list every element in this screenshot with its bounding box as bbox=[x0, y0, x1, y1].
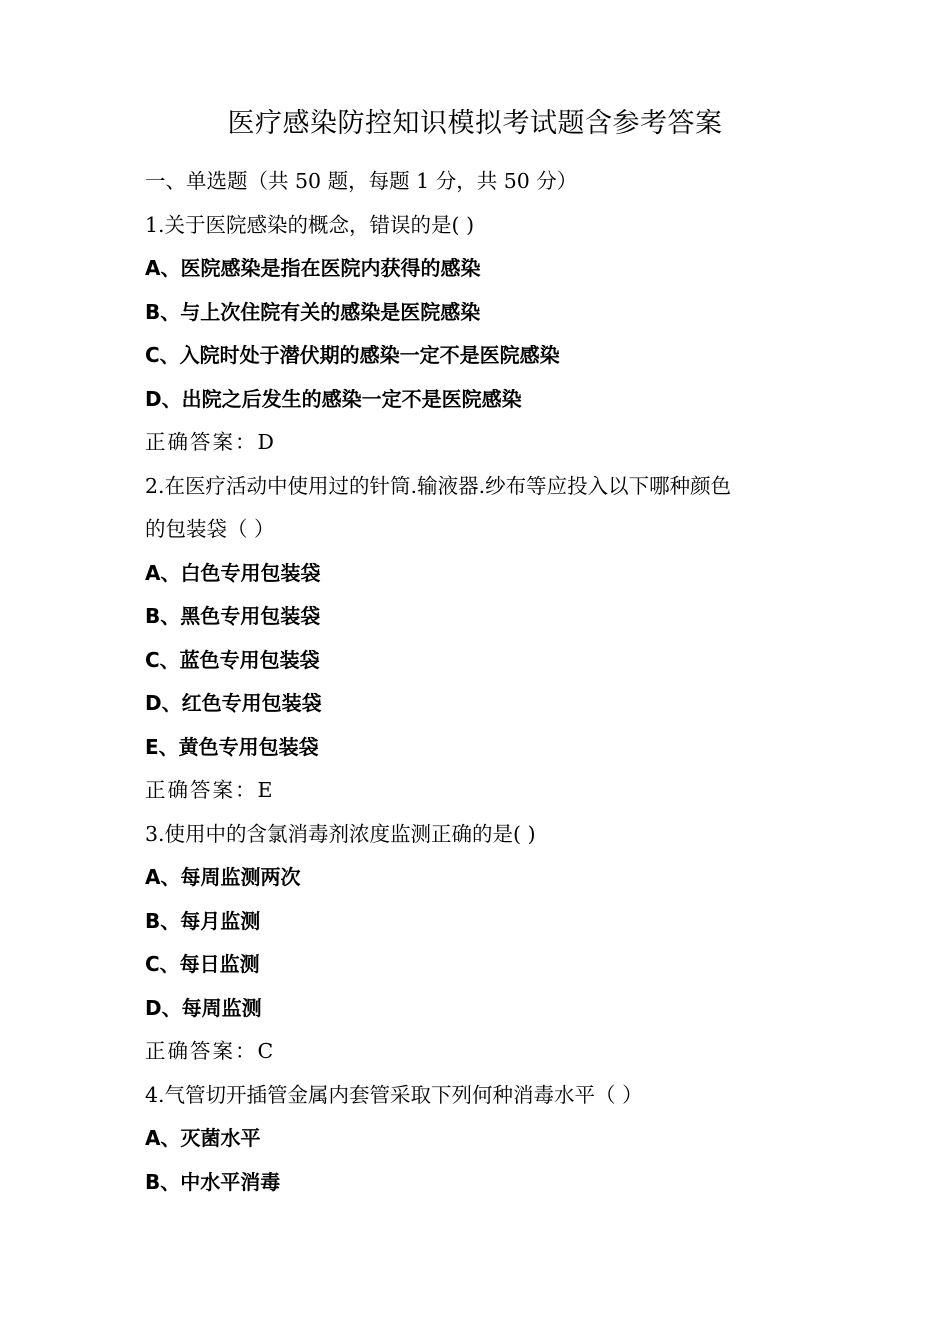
question-3-option-d: D、每周监测 bbox=[145, 995, 262, 1020]
question-1-option-c: C、入院时处于潜伏期的感染一定不是医院感染 bbox=[145, 343, 560, 367]
document-body bbox=[145, 160, 825, 1204]
question-2-option-a: A、白色专用包装袋 bbox=[145, 560, 321, 585]
question-4-option-b: B、中水平消毒 bbox=[145, 1169, 281, 1194]
question-3-answer: 正确答案：C bbox=[145, 1039, 276, 1063]
question-3-stem: 3.使用中的含氯消毒剂浓度监测正确的是( ) bbox=[145, 821, 536, 846]
document-title: 医疗感染防控知识模拟考试题含参考答案 bbox=[227, 108, 723, 139]
question-1-option-b: B、与上次住院有关的感染是医院感染 bbox=[145, 299, 481, 324]
question-2-option-b: B、黑色专用包装袋 bbox=[145, 604, 321, 628]
question-4-option-a: A、灭菌水平 bbox=[145, 1126, 261, 1150]
section-heading: 一、单选题（共 50 题，每题 1 分，共 50 分） bbox=[145, 169, 578, 193]
question-3-option-c: C、每日监测 bbox=[145, 952, 260, 976]
question-2-answer: 正确答案：E bbox=[145, 778, 275, 802]
question-1-option-d: D、出院之后发生的感染一定不是医院感染 bbox=[145, 386, 522, 411]
question-1-stem: 1.关于医院感染的概念，错误的是( ) bbox=[145, 212, 475, 237]
question-1-option-a: A、医院感染是指在医院内获得的感染 bbox=[145, 256, 481, 280]
question-3-option-b: B、每月监测 bbox=[145, 908, 261, 933]
question-3-option-a: A、每周监测两次 bbox=[145, 865, 301, 889]
question-2-stem-line-1: 2.在医疗活动中使用过的针筒.输液器.纱布等应投入以下哪种颜色 bbox=[145, 473, 732, 498]
question-4-stem: 4.气管切开插管金属内套管采取下列何种消毒水平（ ） bbox=[145, 1082, 643, 1107]
question-2-option-e: E、黄色专用包装袋 bbox=[145, 734, 319, 759]
question-1-answer: 正确答案：D bbox=[145, 430, 276, 454]
question-2-stem-line-2: 的包装袋（ ） bbox=[145, 517, 275, 541]
question-2-option-c: C、蓝色专用包装袋 bbox=[145, 647, 320, 672]
question-2-option-d: D、红色专用包装袋 bbox=[145, 691, 322, 715]
